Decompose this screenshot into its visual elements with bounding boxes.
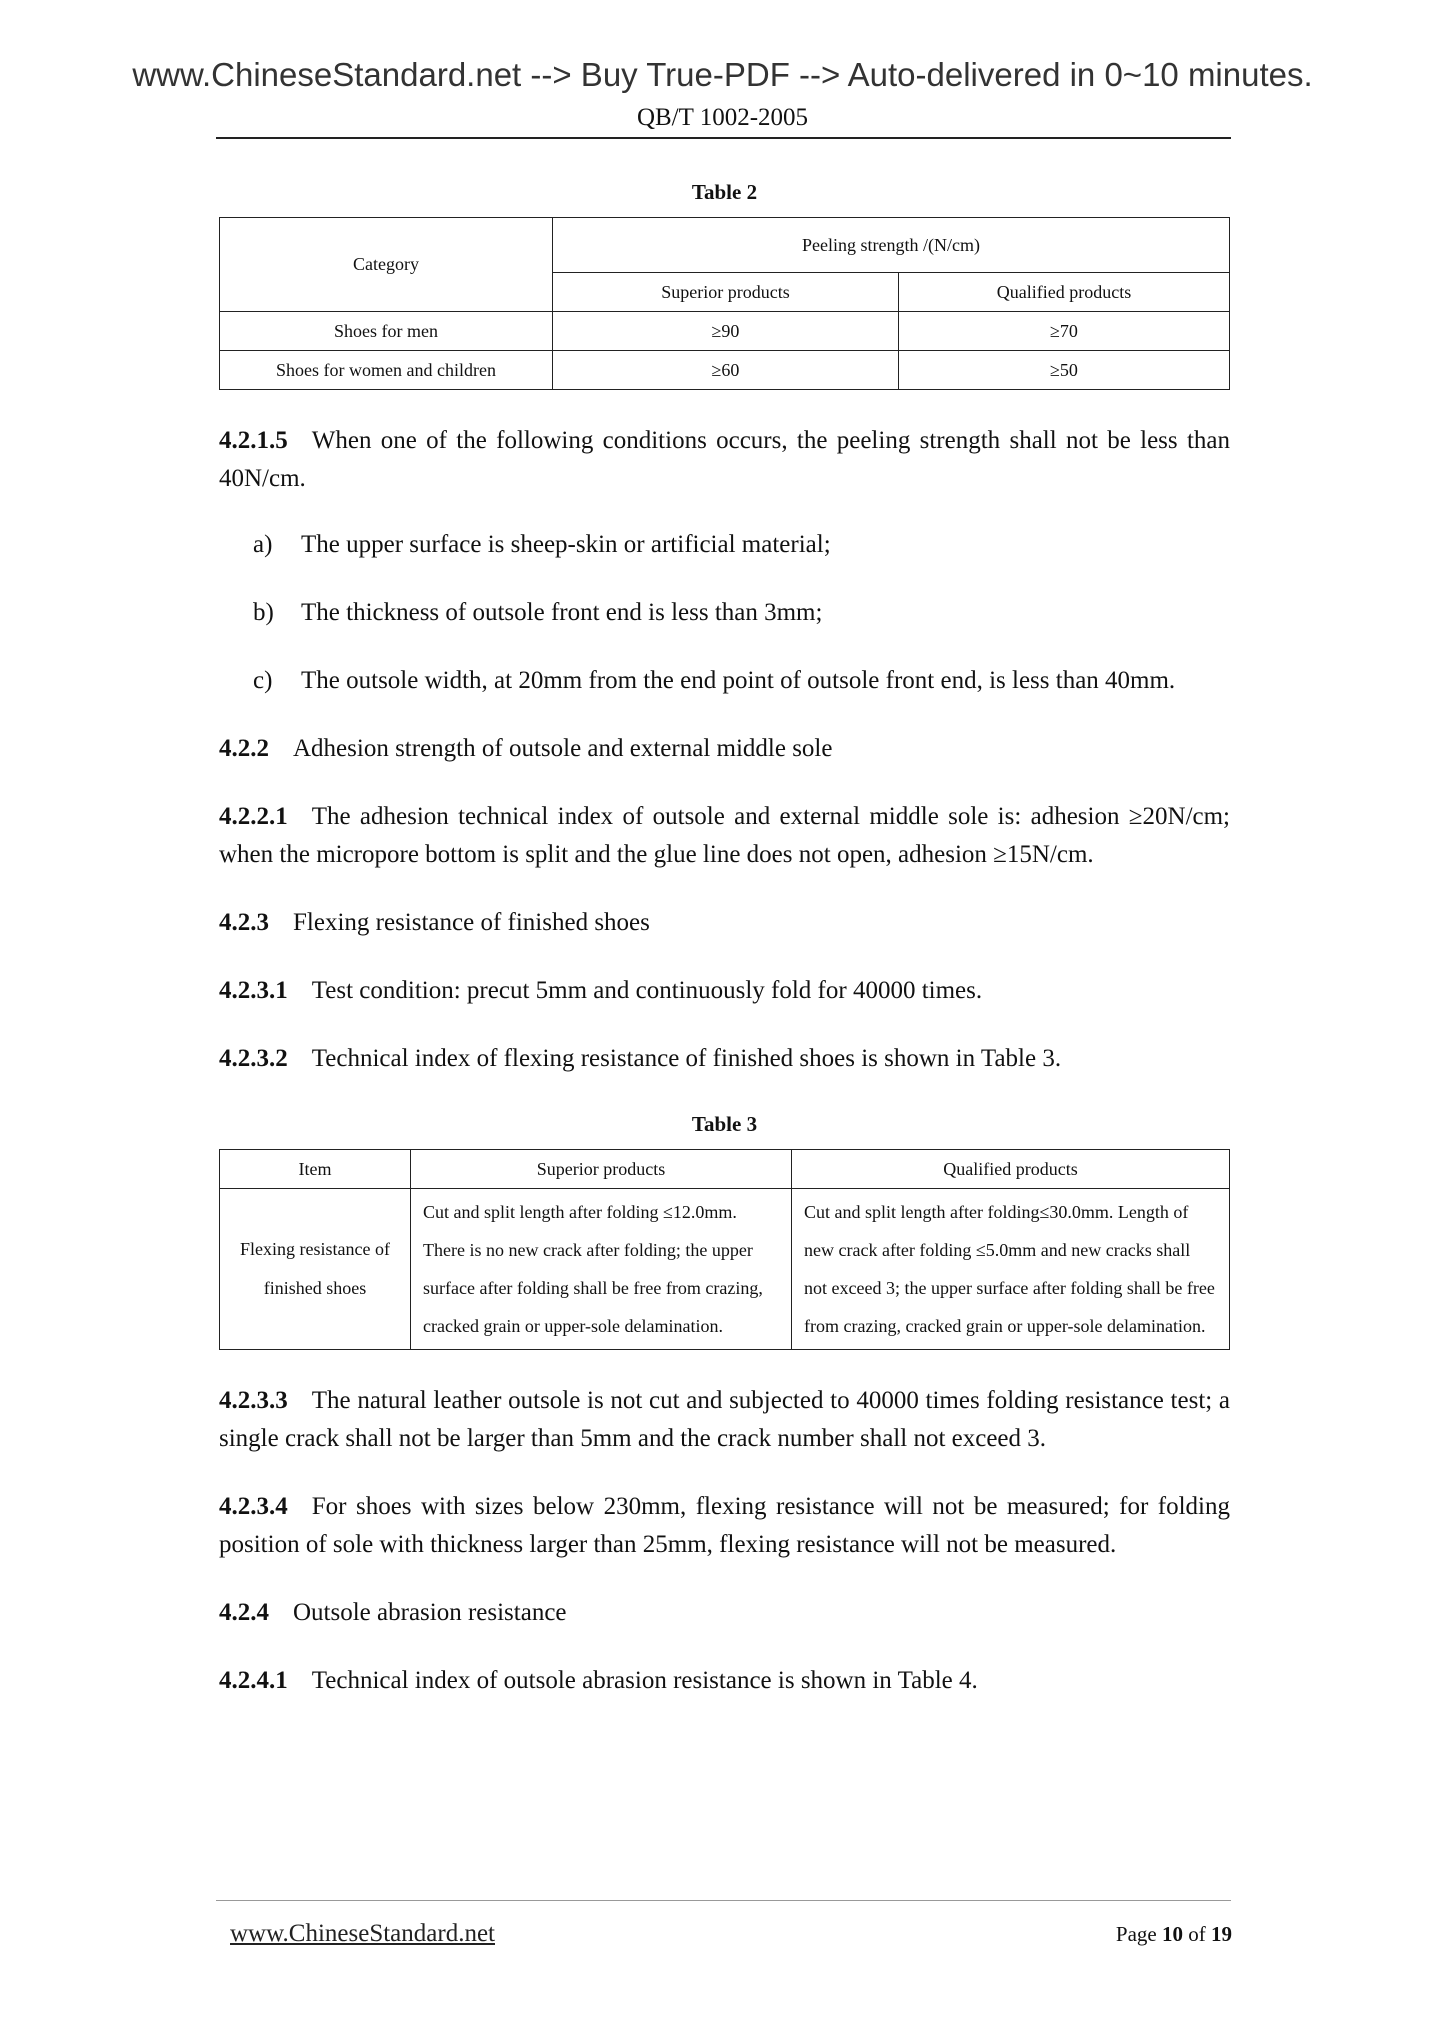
header-divider [216,137,1231,139]
clause-number: 4.2.3.3 [219,1387,288,1414]
list-item-label: b) [253,599,274,626]
table3-caption: Table 3 [691,1112,758,1136]
table-row [220,1189,1230,1350]
clause-4-2-3-3 [219,1382,1230,1458]
clause-number: 4.2.2.1 [219,803,288,830]
table2 [219,217,1230,390]
list-item [253,526,1230,564]
table2-header-superior: Superior products [553,273,899,312]
clause-4-2-3-2 [219,1040,1230,1078]
clause-4-2-4 [219,1594,1230,1632]
clause-4-2-2-1 [219,798,1230,874]
clause-text: Technical index of flexing resistance of finished shoes is shown in Table 3. [311,1045,1062,1072]
table2-cell-category: Shoes for women and children [220,351,553,390]
list-item-text: The thickness of outsole front end is less than 3mm; [301,599,823,626]
clause-number: 4.2.4.1 [219,1667,288,1694]
table2-cell-qualified: ≥70 [899,312,1230,351]
table2-header-category: Category [220,218,553,312]
clause-text: Flexing resistance of finished shoes [293,909,650,936]
page-current: 10 [1162,1922,1183,1946]
clause-4-2-1-5 [219,422,1230,498]
clause-text: For shoes with sizes below 230mm, flexing resistance will not be measured; for folding position of sole with thickness larger than 25mm, flexing resistance will not be measured. [219,1493,1230,1558]
clause-number: 4.2.3.4 [219,1493,288,1520]
page-total: 19 [1211,1922,1232,1946]
table2-cell-qualified: ≥50 [899,351,1230,390]
table3-cell-item: Flexing resistance of finished shoes [220,1189,411,1350]
clause-number: 4.2.2 [219,735,269,762]
clause-number: 4.2.3 [219,909,269,936]
clause-4-2-3-1 [219,972,1230,1010]
table2-cell-superior: ≥90 [553,312,899,351]
clause-text: Adhesion strength of outsole and external middle sole [293,735,833,762]
footer-divider [216,1900,1231,1901]
table-row [220,312,1230,351]
clause-number: 4.2.3.2 [219,1045,288,1072]
clause-text: Outsole abrasion resistance [293,1599,567,1626]
list-item-text: The outsole width, at 20mm from the end point of outsole front end, is less than 40mm. [301,667,1176,694]
table2-cell-superior: ≥60 [553,351,899,390]
clause-text: Technical index of outsole abrasion resistance is shown in Table 4. [311,1667,978,1694]
table2-caption: Table 2 [691,180,758,204]
site-banner[interactable]: www.ChineseStandard.net --> Buy True-PDF --> Auto-delivered in 0~10 minutes. [132,56,1313,93]
list-item-label: a) [253,531,273,558]
clause-4-2-2 [219,730,1230,768]
page-of: of [1188,1922,1206,1946]
clause-text: When one of the following conditions occurs, the peeling strength shall not be less than 40N/cm. [219,427,1230,492]
document-number: QB/T 1002-2005 [636,104,809,131]
page-indicator [1116,1922,1232,1947]
table2-header-peeling: Peeling strength /(N/cm) [553,218,1230,273]
clause-number: 4.2.3.1 [219,977,288,1004]
list-item [253,662,1230,700]
clause-text: The adhesion technical index of outsole and external middle sole is: adhesion ≥20N/cm; when the micropore bottom is split and the glue line does not open, adhesion ≥15N/cm. [219,803,1230,868]
table3-header-qualified: Qualified products [792,1150,1230,1189]
clause-number: 4.2.4 [219,1599,269,1626]
table-row [220,351,1230,390]
table2-cell-category: Shoes for men [220,312,553,351]
list-item-label: c) [253,667,273,694]
table3-cell-qualified: Cut and split length after folding≤30.0mm. Length of new crack after folding ≤5.0mm and new cracks shall not exceed 3; the upper surface after folding shall be free from crazing, cracked grain or upper-sole delamination. [792,1189,1230,1350]
clause-text: Test condition: precut 5mm and continuously fold for 40000 times. [311,977,983,1004]
table3-header-superior: Superior products [411,1150,792,1189]
table3-cell-superior: Cut and split length after folding ≤12.0mm. There is no new crack after folding; the upper surface after folding shall be free from crazing, cracked grain or upper-sole delamination. [411,1189,792,1350]
page-content [219,180,1230,1700]
footer-website-link[interactable]: www.ChineseStandard.net [230,1920,495,1947]
clause-4-2-4-1 [219,1662,1230,1700]
list-item [253,594,1230,632]
page-prefix: Page [1115,1922,1157,1946]
table3 [219,1149,1230,1350]
clause-text: The natural leather outsole is not cut and subjected to 40000 times folding resistance test; a single crack shall not be larger than 5mm and the crack number shall not exceed 3. [219,1387,1230,1452]
clause-number: 4.2.1.5 [219,427,288,454]
table2-header-qualified: Qualified products [899,273,1230,312]
list-item-text: The upper surface is sheep-skin or artificial material; [301,531,831,558]
clause-4-2-3-4 [219,1488,1230,1564]
clause-4-2-3 [219,904,1230,942]
table3-header-item: Item [220,1150,411,1189]
